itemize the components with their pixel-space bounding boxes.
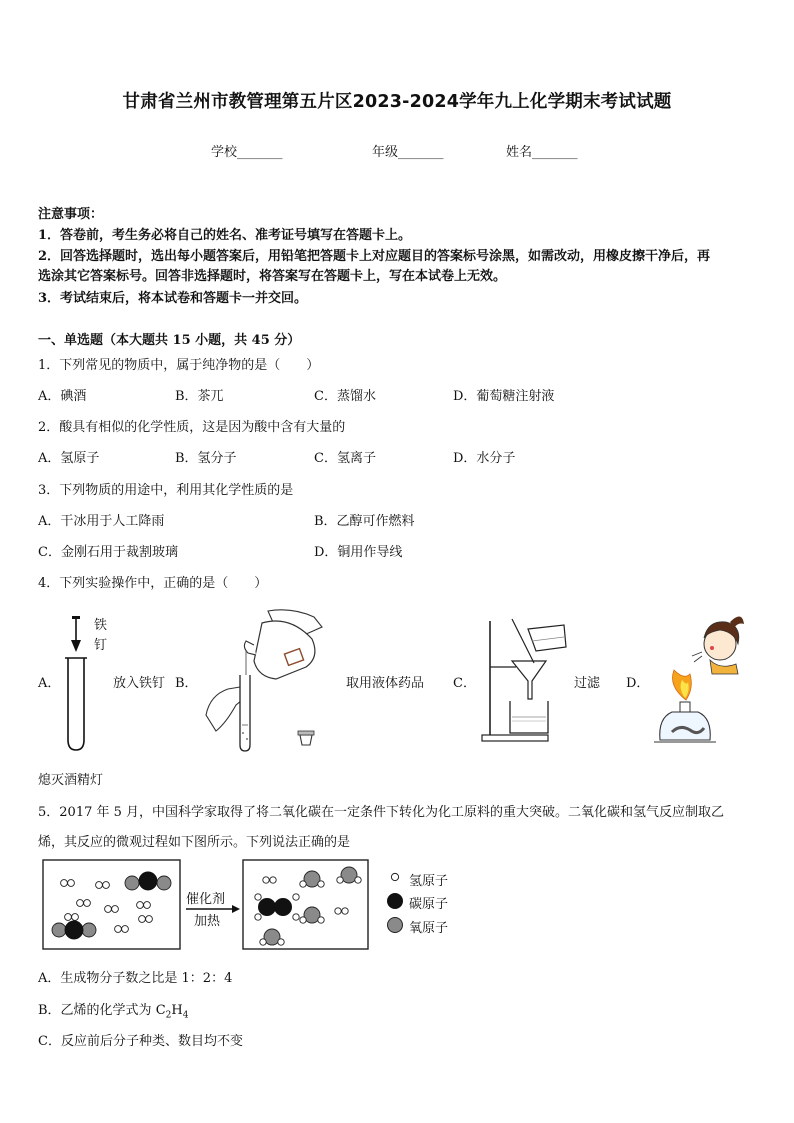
q2-stem: 2．酸具有相似的化学性质，这是因为酸中含有大量的 <box>38 420 346 435</box>
q4-option-c-letter: C． <box>453 676 476 691</box>
section-heading: 一、单选题（本大题共 15 小题，共 45 分） <box>38 333 301 348</box>
q5-option-b-text: B．乙烯的化学式为 <box>38 1003 156 1018</box>
grade-field: 年级_______ <box>372 145 444 160</box>
q3-option-d: D．铜用作导线 <box>314 545 403 560</box>
test-tube-nail-illustration <box>58 612 118 754</box>
q4-option-b-letter: B． <box>175 676 198 691</box>
q1-option-a: A．碘酒 <box>38 389 87 404</box>
q1-option-d: D．葡萄糖注射液 <box>453 389 555 404</box>
formula-c-sub: 2 <box>165 1010 172 1021</box>
q5-option-c: C．反应前后分子种类、数目均不变 <box>38 1034 243 1049</box>
q1-option-c: C．蒸馏水 <box>314 389 376 404</box>
notice-item-2: 2．回答选择题时，选出每小题答案后，用铅笔把答题卡上对应题目的答案标号涂黑，如需改动，用橡皮擦干净后，再 <box>38 249 711 264</box>
q5-option-b <box>38 999 188 1021</box>
q4-option-a-caption: 放入铁钉 <box>113 676 166 691</box>
products-box <box>242 859 370 951</box>
legend-oxygen: 氧原子 <box>409 921 449 936</box>
notice-item-1: 1．答卷前，考生务必将自己的姓名、准考证号填写在答题卡上。 <box>38 228 412 243</box>
reactants-box <box>42 859 182 951</box>
arrow-label-catalyst: 催化剂 <box>186 892 226 907</box>
formula-c: C <box>155 1003 166 1018</box>
filtration-illustration <box>476 617 570 745</box>
q2-option-b: B．氢分子 <box>175 451 237 466</box>
q2-option-c: C．氢离子 <box>314 451 376 466</box>
q3-option-b: B．乙醇可作燃料 <box>314 514 415 529</box>
name-field: 姓名_______ <box>506 145 578 160</box>
pouring-liquid-illustration <box>196 605 328 755</box>
q3-option-a: A．干冰用于人工降雨 <box>38 514 165 529</box>
q5-stem-line-1: 5．2017 年 5 月，中国科学家取得了将二氧化碳在一定条件下转化为化工原料的重大突破。二氧化碳和氢气反应制取乙 <box>38 805 725 820</box>
q5-stem-line-2: 烯，其反应的微观过程如下图所示。下列说法正确的是 <box>38 835 351 850</box>
arrow-label-heat: 加热 <box>194 914 221 929</box>
atom-legend-icons <box>384 868 406 938</box>
school-field: 学校_______ <box>211 145 283 160</box>
q5-option-a: A．生成物分子数之比是 1：2：4 <box>38 971 233 986</box>
q4-option-d-letter: D． <box>626 676 650 691</box>
q2-option-a: A．氢原子 <box>38 451 100 466</box>
legend-carbon: 碳原子 <box>409 897 449 912</box>
notice-item-3: 3．考试结束后，将本试卷和答题卡一并交回。 <box>38 291 308 306</box>
legend-hydrogen: 氢原子 <box>409 874 449 889</box>
q4-option-d-caption: 熄灭酒精灯 <box>38 773 104 788</box>
q3-option-c: C．金刚石用于裁割玻璃 <box>38 545 178 560</box>
q4-option-a-letter: A． <box>38 676 61 691</box>
formula-h: H <box>171 1003 183 1018</box>
formula-h-sub: 4 <box>182 1010 189 1021</box>
q1-stem: 1．下列常见的物质中，属于纯净物的是（ ） <box>38 358 320 373</box>
page-title: 甘肃省兰州市教管理第五片区2023-2024学年九上化学期末考试试题 <box>122 92 672 112</box>
notice-item-2-cont: 选涂其它答案标号。回答非选择题时，将答案写在答题卡上，写在本试卷上无效。 <box>38 269 507 284</box>
notice-heading: 注意事项： <box>38 207 104 222</box>
q4-stem: 4．下列实验操作中，正确的是（ ） <box>38 576 268 591</box>
q4-option-b-caption: 取用液体药品 <box>346 676 425 691</box>
q4-nail-label-1: 铁 <box>94 618 108 633</box>
q1-option-b: B．茶兀 <box>175 389 224 404</box>
q4-nail-label-2: 钉 <box>94 638 108 653</box>
q3-stem: 3．下列物质的用途中，利用其化学性质的是 <box>38 483 294 498</box>
q4-option-c-caption: 过滤 <box>574 676 601 691</box>
alcohol-lamp-illustration <box>650 608 746 746</box>
q2-option-d: D．水分子 <box>453 451 516 466</box>
